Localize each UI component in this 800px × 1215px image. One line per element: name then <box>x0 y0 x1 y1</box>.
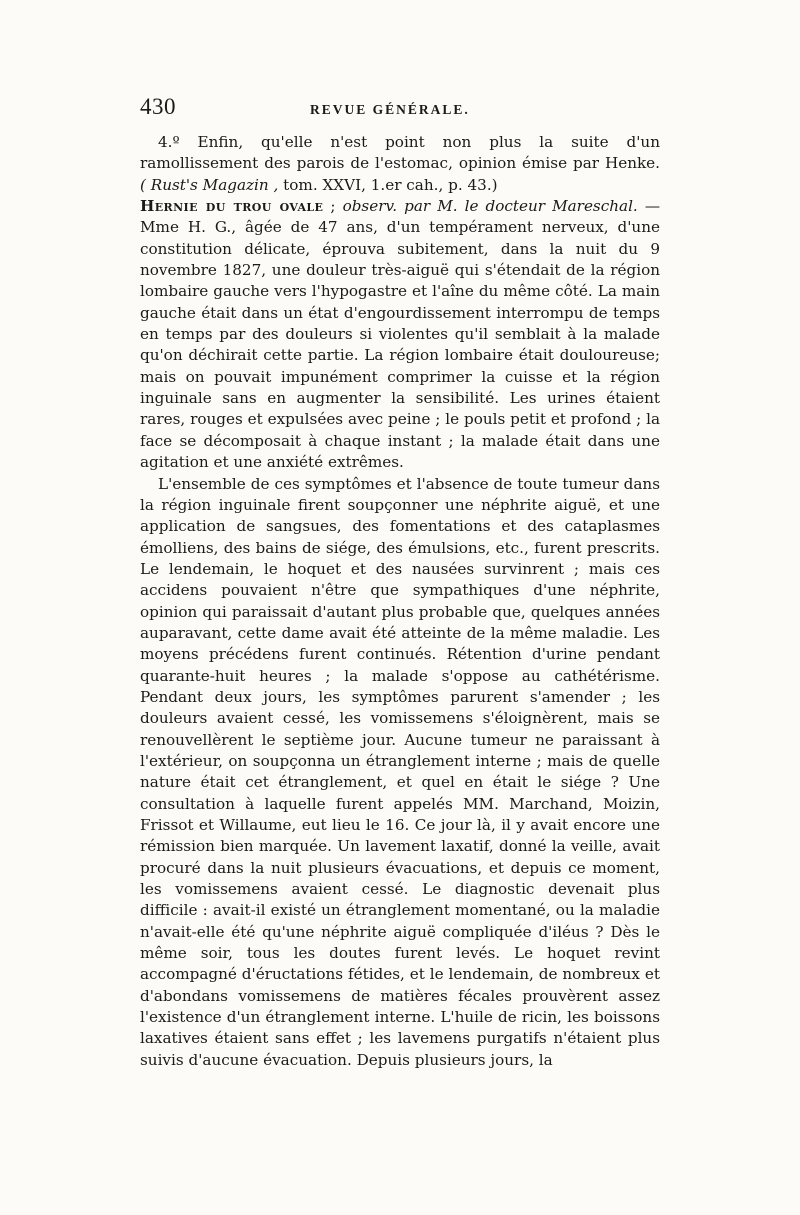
paragraph-henke <box>140 132 660 196</box>
citation-volume: tom. XXVI, 1.er cah., p. 43.) <box>283 175 498 194</box>
observation-attribution: observ. par M. le docteur Mareschal. <box>342 197 638 216</box>
paragraph-henke-text: 4.º Enfin, qu'elle n'est point non plus la suite d'un ramollissement des parois de l'estomac, opinion émise par Henke. <box>140 133 660 173</box>
paragraph-symptoms-text: L'ensemble de ces symptômes et l'absence de toute tumeur dans la région inguinale firent soupçonner une néphrite aiguë, et une application de sangsues, des fomentations et des cataplasmes émolliens, des bains de siége, des émulsions, etc., furent prescrits. Le lendemain, le hoquet et des nausées survinrent ; mais ces accidens pouvaient n'être que sympathiques d'une néphrite, opinion qui paraissait d'autant plus probable que, quelques années auparavant, cette dame avait été atteinte de la même maladie. Les moyens précédens furent continués. Rétention d'urine pendant quarante-huit heures ; la malade s'oppose au cathétérisme. Pendant deux jours, les symptômes parurent s'amender ; les douleurs avaient cessé, les vomissemens s'éloignèrent, mais se renouvellèrent le septième jour. Aucune tumeur ne paraissant à l'extérieur, on soupçonna un étranglement interne ; mais de quelle nature était cet étranglement, et quel en était le siége ? Une consultation à laquelle furent appelés MM. Marchand, Moizin, Frissot et Willaume, eut lieu le 16. Ce jour là, il y avait encore une rémission bien marquée. Un lavement laxatif, donné la veille, avait procuré dans la nuit plusieurs évacuations, et depuis ce moment, les vomissemens avaient cessé. Le diagnostic devenait plus difficile : avait-il existé un étranglement momentané, ou la maladie n'avait-elle été qu'une néphrite aiguë compliquée d'iléus ? Dès le même soir, tous les doutes furent levés. Le hoquet revint accompagné d'éructations fétides, et le lendemain, de nombreux et d'abondans vomissemens de matières fécales prouvèrent assez l'existence d'un étranglement interne. L'huile de ricin, les boissons laxatives étaient sans effet ; les lavemens purgatifs n'étaient plus suivis d'aucune évacuation. Depuis plusieurs jours, la <box>140 474 660 1069</box>
observation-separator: ; <box>323 197 343 216</box>
observation-text: Mme H. G., âgée de 47 ans, d'un tempérament nerveux, d'une constitution délicate, éprouva subitement, dans la nuit du 9 novembre 1827, une douleur très-aiguë qui s'étendait de la région lombaire gauche vers l'hypogastre et l'aîne du même côté. La main gauche était dans un état d'engourdissement interrompu de temps en temps par des douleurs si violentes qu'il semblait à la malade qu'on déchirait cette partie. La région lombaire était douloureuse; mais on pouvait impunément comprimer la cuisse et la région inguinale sans en augmenter la sensibilité. Les urines étaient rares, rouges et expulsées avec peine ; le pouls petit et profond ; la face se décomposait à chaque instant ; la malade était dans une agitation et une anxiété extrêmes. <box>140 218 660 472</box>
running-title: REVUE GÉNÉRALE. <box>310 102 470 117</box>
page-number: 430 <box>140 94 176 119</box>
text-column <box>140 96 660 1071</box>
observation-title: Hernie du trou ovale <box>140 197 324 216</box>
observation-dash: — <box>637 197 661 216</box>
page-header <box>140 96 660 126</box>
paragraph-symptoms <box>140 474 660 1072</box>
observation-paragraph <box>140 196 660 473</box>
citation-rust-magazin: ( Rust's Magazin , <box>140 175 279 194</box>
